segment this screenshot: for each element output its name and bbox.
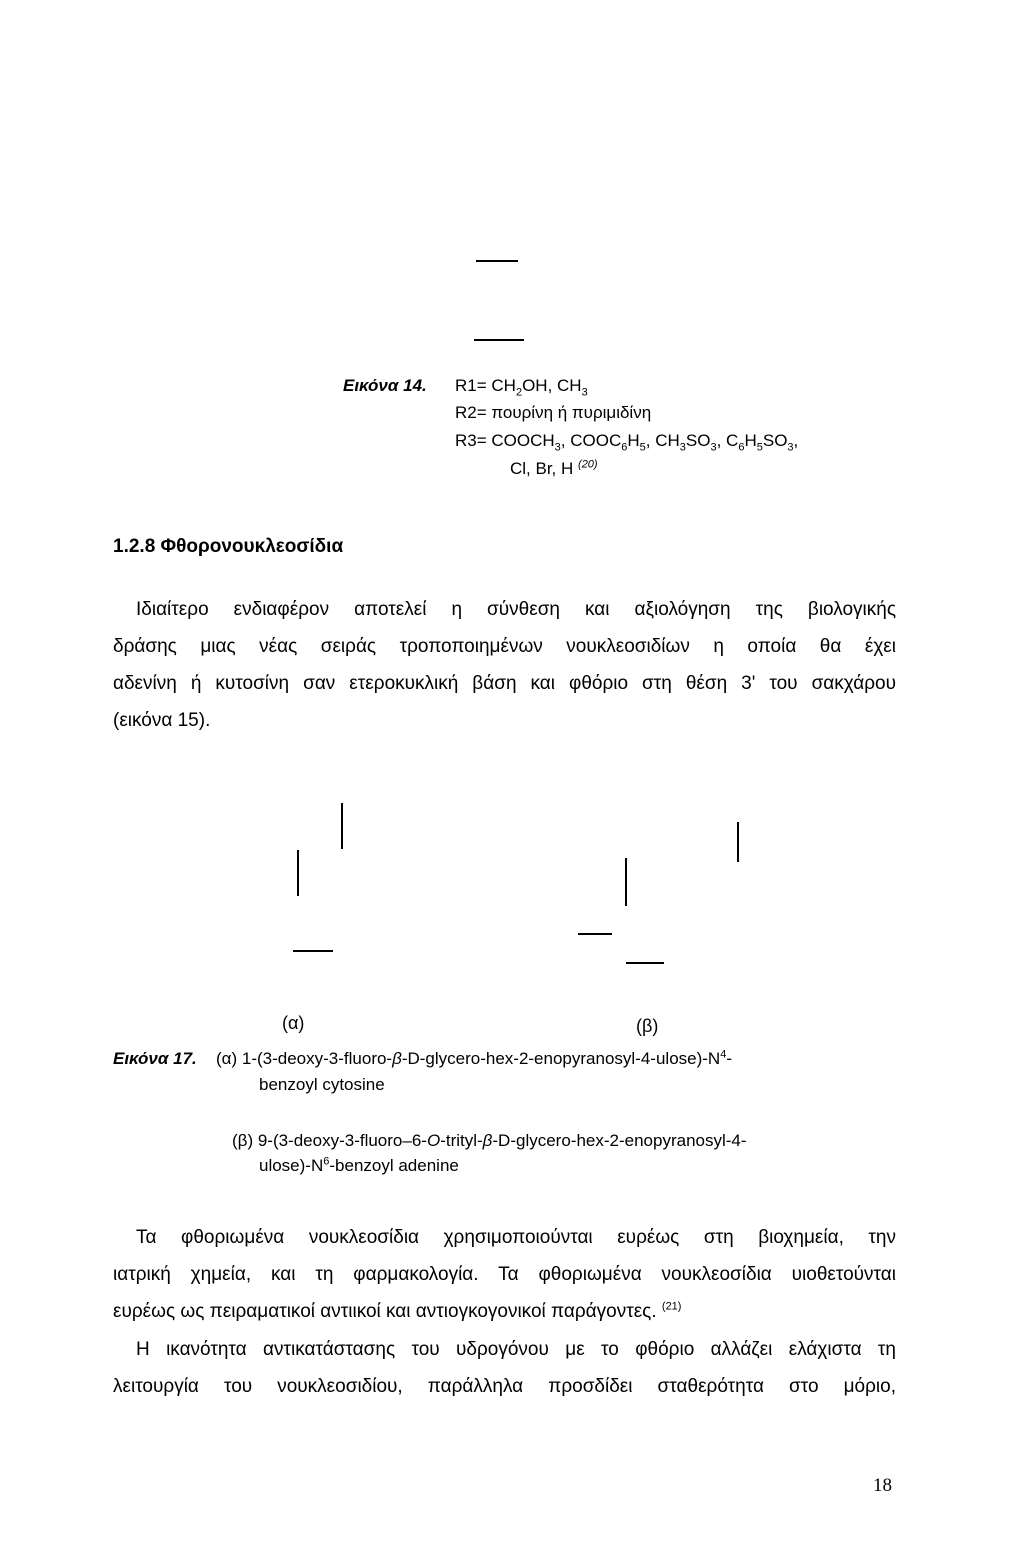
reference-21: (21) — [661, 1300, 682, 1313]
structure-line — [626, 962, 664, 964]
figure-14-r2: R2= πουρίνη ή πυριμιδίνη — [455, 403, 652, 422]
paragraph-1-line-1: Ιδιαίτερο ενδιαφέρον αποτελεί η σύνθεση και αξιολόγηση της βιολογικής — [136, 599, 896, 620]
paragraph-1-line-4: (εικόνα 15). — [113, 710, 211, 731]
structure-line — [293, 950, 333, 952]
paragraph-3-line-1: Η ικανότητα αντικατάστασης του υδρογόνου με το φθόριο αλλάζει ελάχιστα τη — [136, 1339, 896, 1360]
structure-label-a: (α) — [282, 1013, 305, 1033]
figure-14-r1: $R1= CH_2OH$, $CH_3$ — [455, 376, 588, 399]
structure-line — [737, 822, 739, 862]
paragraph-2-line-3: ευρέως ως πειραματικοί αντιικοί και αντιογκογονικοί παράγοντες. $^{(21)}$ — [113, 1300, 682, 1322]
structure-line — [297, 850, 299, 896]
paragraph-1-line-3: αδενίνη ή κυτοσίνη σαν ετεροκυκλική βάση και φθόριο στη θέση 3' του σακχάρου — [113, 673, 896, 694]
figure-17-a-line-1: (α) $1-(3-deoxy-3-fluoro-\beta-D-glycero-hex-2-enopyranosyl-4-ulose)-N^4-$ — [216, 1048, 732, 1068]
figure-14-r3: $R3= COOCH_3$, $COOC_6H_5$, $CH_3SO_3$, $C_6H_5SO_3$, — [455, 431, 799, 454]
structure-line — [474, 339, 524, 341]
section-heading: 1.2.8 Φθορονουκλεοσίδια — [113, 536, 344, 557]
figure-17-label: Εικόνα 17. — [113, 1049, 197, 1068]
structure-line — [578, 933, 612, 935]
paragraph-2-line-1: Τα φθοριωμένα νουκλεοσίδια χρησιμοποιούνται ευρέως στη βιοχημεία, την — [136, 1227, 896, 1248]
figure-14-label: Εικόνα 14. — [343, 376, 427, 395]
structure-label-b: (β) — [636, 1016, 659, 1036]
figure-14-r3-cont: Cl, Br, H $^{(20)}$ — [510, 458, 598, 478]
figure-17-a-line-2: benzoyl cytosine — [259, 1075, 385, 1094]
figure-17-b-line-1: (β) 9-(3-deoxy-3-fluoro–6-O-trityl-β-D-glycero-hex-2-enopyranosyl-4- — [232, 1131, 747, 1150]
reference-20: (20) — [578, 458, 598, 471]
figure-17-b-line-2: $ulose)-N^6$-benzoyl adenine — [259, 1155, 459, 1175]
paragraph-3-line-2: λειτουργία του νουκλεοσιδίου, παράλληλα προσδίδει σταθερότητα στο μόριο, — [113, 1376, 896, 1397]
paragraph-1-line-2: δράσης μιας νέας σειράς τροποποιημένων νουκλεοσιδίων η οποία θα έχει — [113, 636, 896, 657]
paragraph-2-line-2: ιατρική χημεία, και τη φαρμακολογία. Τα φθοριωμένα νουκλεοσίδια υιοθετούνται — [113, 1264, 896, 1285]
structure-line — [341, 803, 343, 849]
page-number: 18 — [873, 1475, 892, 1496]
structure-line — [476, 260, 518, 262]
structure-line — [625, 858, 627, 906]
